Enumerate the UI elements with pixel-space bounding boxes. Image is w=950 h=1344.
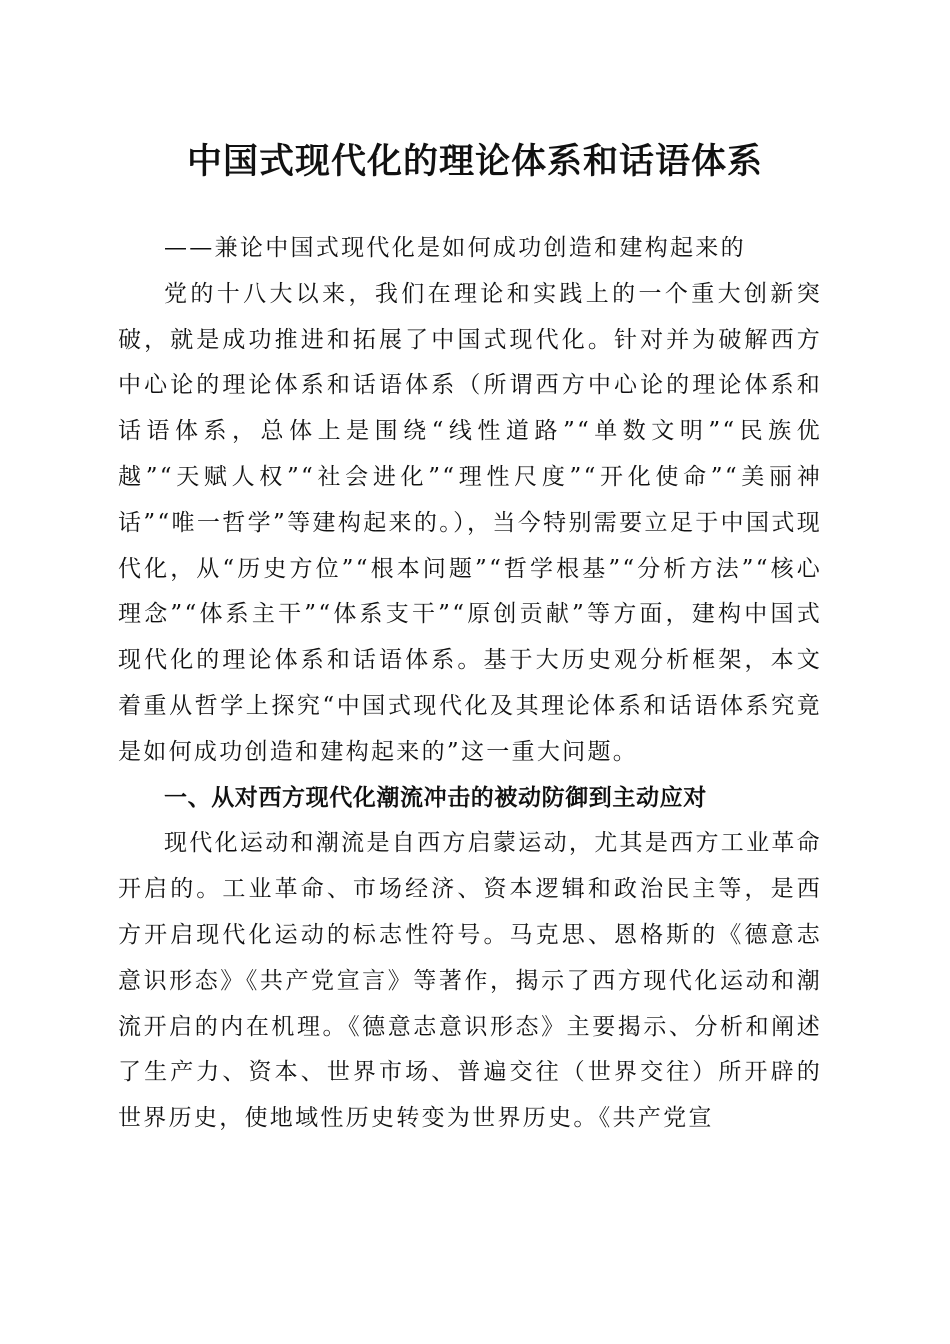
- document-subtitle: ——兼论中国式现代化是如何成功创造和建构起来的: [164, 235, 746, 261]
- section-heading: 一、从对西方现代化潮流冲击的被动防御到主动应对: [164, 784, 707, 811]
- intro-paragraph: 党的十八大以来，我们在理论和实践上的一个重大创新突破，就是成功推进和拓展了中国式现代化。针对并为破解西方中心论的理论体系和话语体系（所谓西方中心论的理论体系和话语体系，总体上是围绕“线性道路”“单数文明”“民族优越”“天赋人权”“社会进化”“理性尺度”“开化使命”“美丽神话”“唯一哲学”等建构起来的。），当今特别需要立足于中国式现代化，从“历史方位”“根本问题”“哲学根基”“分析方法”“核心理念”“体系主干”“体系支干”“原创贡献”等方面，建构中国式现代化的理论体系和话语体系。基于大历史观分析框架，本文着重从哲学上探究“中国式现代化及其理论体系和话语体系究竟是如何成功创造和建构起来的”这一重大问题。: [118, 280, 822, 765]
- document-title: 中国式现代化的理论体系和话语体系: [186, 141, 763, 182]
- document-body: [118, 226, 822, 1142]
- section-paragraph: 现代化运动和潮流是自西方启蒙运动，尤其是西方工业革命开启的。工业革命、市场经济、资本逻辑和政治民主等，是西方开启现代化运动的标志性符号。马克思、恩格斯的《德意志意识形态》《共产党宣言》等著作，揭示了西方现代化运动和潮流开启的内在机理。《德意志意识形态》主要揭示、分析和阐述了生产力、资本、世界市场、普遍交往（世界交往）所开辟的世界历史，使地域性历史转变为世界历史。《共产党宣: [118, 830, 822, 1132]
